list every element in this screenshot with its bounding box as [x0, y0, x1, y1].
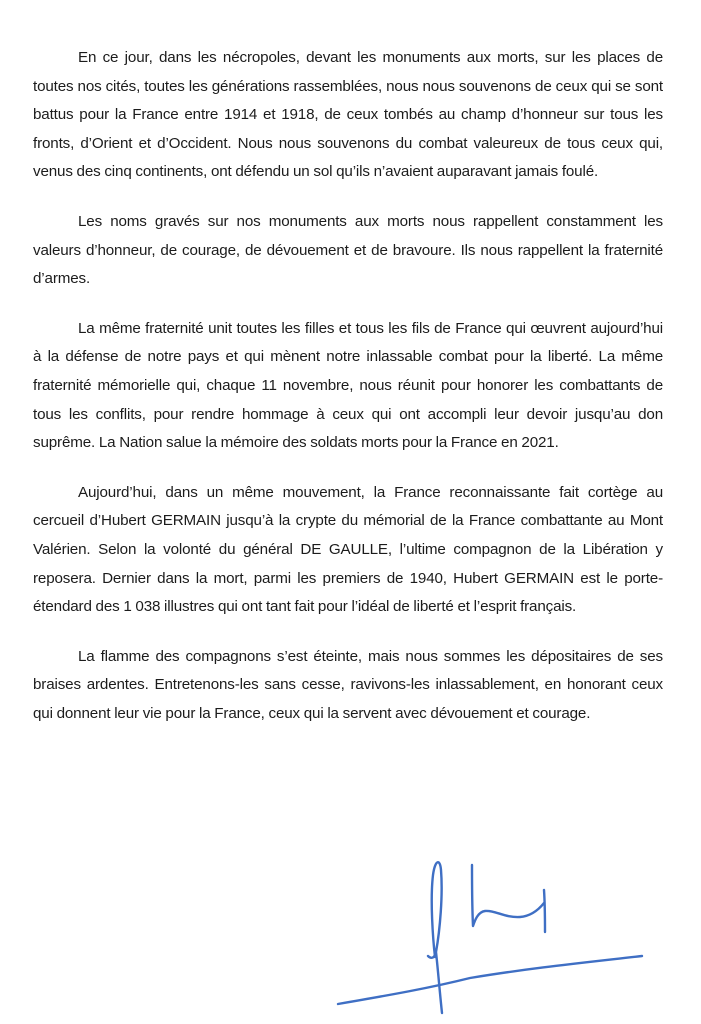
paragraph-2: Les noms gravés sur nos monuments aux morts nous rappellent constamment les valeurs d’honneur, de courage, de dévouement et de bravoure. Ils nous rappellent la fraternité d’armes.	[33, 212, 663, 288]
document-body	[33, 44, 663, 749]
signature-h-stroke	[472, 865, 544, 926]
signature-tail-stroke	[544, 890, 545, 932]
handwritten-signature-icon	[300, 840, 701, 1024]
signature-underline-stroke	[338, 956, 642, 1004]
signature-loop-stroke	[428, 862, 442, 1013]
paragraph-4: Aujourd’hui, dans un même mouvement, la France reconnaissante fait cortège au cercueil d’Hubert GERMAIN jusqu’à la crypte du mémorial de la France combattante au Mont Valérien. Selon la volonté du général DE GAULLE, l’ultime compagnon de la Libération y reposera. Dernier dans la mort, parmi les premiers de 1940, Hubert GERMAIN est le porte-étendard des 1 038 illustres qui ont tant fait pour l’idéal de liberté et l’esprit français.	[33, 483, 663, 616]
paragraph-1: En ce jour, dans les nécropoles, devant les monuments aux morts, sur les places de toutes nos cités, toutes les générations rassemblées, nous nous souvenons de ceux qui se sont battus pour la France entre 1914 et 1918, de ceux tombés au champ d’honneur sur tous les fronts, d’Orient et d’Occident. Nous nous souvenons du combat valeureux de tous ceux qui, venus des cinq continents, ont défendu un sol qu’ils n’avaient auparavant jamais foulé.	[33, 49, 663, 181]
paragraph-5: La flamme des compagnons s’est éteinte, mais nous sommes les dépositaires de ses braises ardentes. Entretenons-les sans cesse, ravivons-les inlassablement, en honorant ceux qui donnent leur vie pour la France, ceux qui la servent avec dévouement et courage.	[33, 647, 663, 722]
paragraph-3: La même fraternité unit toutes les filles et tous les fils de France qui œuvrent aujourd’hui à la défense de notre pays et qui mènent notre inlassable combat pour la liberté. La même fraternité mémorielle qui, chaque 11 novembre, nous réunit pour honorer les combattants de tous les conflits, pour rendre hommage à ceux qui ont accompli leur devoir jusqu’au don suprême. La Nation salue la mémoire des soldats morts pour la France en 2021.	[33, 319, 663, 452]
